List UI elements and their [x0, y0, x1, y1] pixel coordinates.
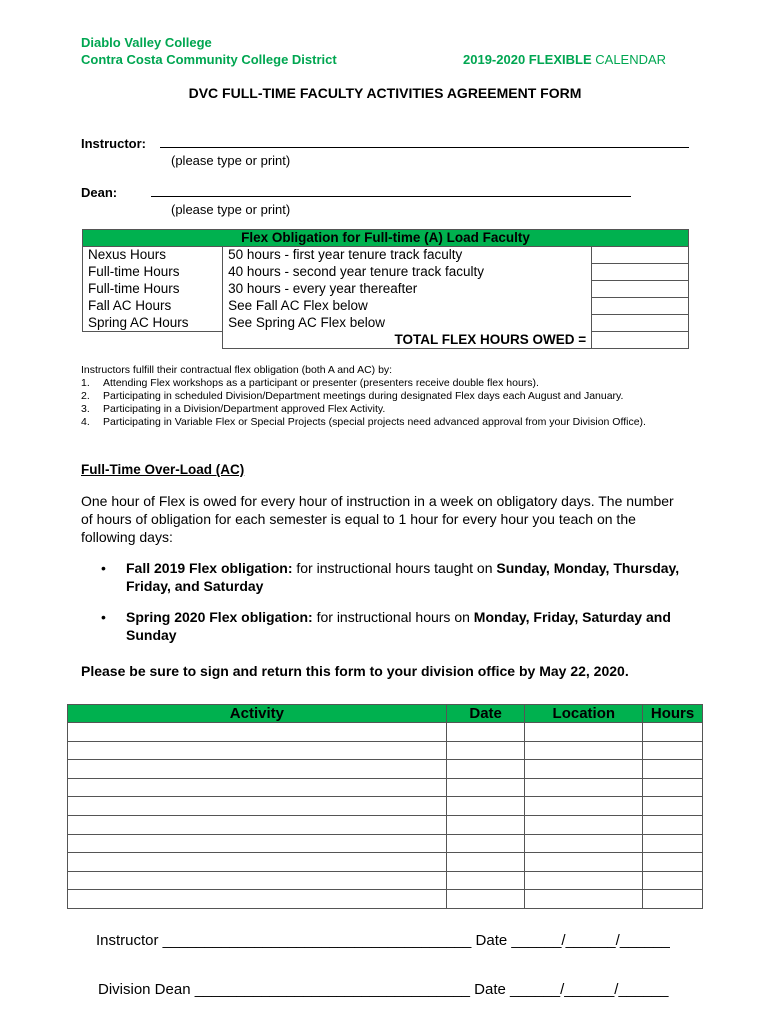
hours-cell[interactable] — [643, 834, 703, 853]
activity-header: Activity — [68, 705, 447, 723]
hours-desc: See Spring AC Flex below — [223, 315, 592, 332]
list-item — [81, 377, 681, 390]
date-cell[interactable] — [446, 853, 525, 872]
hours-cell[interactable] — [643, 723, 703, 742]
table-row — [68, 778, 703, 797]
college-name: Diablo Valley College — [81, 35, 212, 50]
activity-cell[interactable] — [68, 815, 447, 834]
activity-cell[interactable] — [68, 834, 447, 853]
activity-cell[interactable] — [68, 890, 447, 909]
location-cell[interactable] — [525, 797, 643, 816]
dean-signature-line[interactable]: Division Dean _________________________________ Date ______/______/______ — [98, 981, 669, 998]
hours-type: Fall AC Hours — [83, 298, 223, 315]
activity-cell[interactable] — [68, 871, 447, 890]
table-row — [68, 853, 703, 872]
activity-table — [67, 704, 703, 909]
table-row — [68, 871, 703, 890]
table-row — [83, 315, 689, 332]
hours-header: Hours — [643, 705, 703, 723]
list-text: Participating in Variable Flex or Special Projects (special projects need advanced approval from your Division Office). — [103, 416, 646, 428]
fall-label: Fall 2019 Flex obligation: — [126, 560, 293, 576]
date-cell[interactable] — [446, 778, 525, 797]
list-number: 2. — [81, 390, 90, 402]
hours-cell[interactable] — [643, 797, 703, 816]
list-number: 3. — [81, 403, 90, 415]
calendar-flexible: FLEXIBLE — [528, 52, 592, 67]
hours-desc: See Fall AC Flex below — [223, 298, 592, 315]
activity-cell[interactable] — [68, 853, 447, 872]
table-row — [68, 797, 703, 816]
table-row — [68, 890, 703, 909]
total-row — [83, 332, 689, 349]
total-spacer — [83, 332, 223, 349]
instructor-label: Instructor: — [81, 136, 146, 151]
calendar-year: 2019-2020 — [463, 52, 526, 67]
flex-obligation-table — [82, 229, 689, 349]
date-cell[interactable] — [446, 797, 525, 816]
date-cell[interactable] — [446, 890, 525, 909]
dean-print-hint: (please type or print) — [171, 202, 291, 217]
date-cell[interactable] — [446, 871, 525, 890]
location-cell[interactable] — [525, 778, 643, 797]
date-cell[interactable] — [446, 834, 525, 853]
list-text: Attending Flex workshops as a participant or presenter (presenters receive double flex hours). — [103, 377, 539, 389]
instructor-signature-line[interactable]: Instructor _____________________________________ Date ______/______/______ — [96, 932, 670, 949]
flex-table-heading: Flex Obligation for Full-time (A) Load Faculty — [83, 230, 689, 247]
location-cell[interactable] — [525, 723, 643, 742]
hours-desc: 50 hours - first year tenure track faculty — [223, 247, 592, 264]
activity-cell[interactable] — [68, 741, 447, 760]
hours-type: Nexus Hours — [83, 247, 223, 264]
fall-bullet — [101, 559, 691, 595]
location-cell[interactable] — [525, 871, 643, 890]
hours-desc: 40 hours - second year tenure track faculty — [223, 264, 592, 281]
activity-cell[interactable] — [68, 760, 447, 779]
date-cell[interactable] — [446, 741, 525, 760]
table-row — [68, 815, 703, 834]
spring-text: for instructional hours on — [316, 609, 470, 625]
activity-cell[interactable] — [68, 778, 447, 797]
dean-name-field[interactable] — [151, 196, 631, 197]
spring-label: Spring 2020 Flex obligation: — [126, 609, 313, 625]
hours-cell[interactable] — [643, 890, 703, 909]
list-item — [81, 403, 681, 416]
total-label: TOTAL FLEX HOURS OWED = — [223, 332, 592, 349]
hours-cell[interactable] — [643, 760, 703, 779]
table-row — [68, 741, 703, 760]
hours-type: Full-time Hours — [83, 264, 223, 281]
date-cell[interactable] — [446, 815, 525, 834]
fall-text: for instructional hours taught on — [296, 560, 493, 576]
list-text: Participating in a Division/Department approved Flex Activity. — [103, 403, 386, 415]
district-name: Contra Costa Community College District — [81, 52, 337, 67]
hours-input[interactable] — [592, 315, 689, 332]
table-row — [83, 247, 689, 264]
list-item — [81, 390, 681, 403]
table-row — [83, 281, 689, 298]
location-header: Location — [525, 705, 643, 723]
list-number: 1. — [81, 377, 90, 389]
spring-bullet — [101, 608, 691, 644]
table-row — [68, 834, 703, 853]
total-hours-input[interactable] — [592, 332, 689, 349]
table-row — [83, 298, 689, 315]
spring-days: Monday, Friday, Saturday and Sunday — [126, 609, 671, 643]
location-cell[interactable] — [525, 815, 643, 834]
hours-desc: 30 hours - every year thereafter — [223, 281, 592, 298]
list-text: Participating in scheduled Division/Department meetings during designated Flex days each August and January. — [103, 390, 624, 402]
instructor-name-field[interactable] — [160, 147, 689, 148]
location-cell[interactable] — [525, 853, 643, 872]
location-cell[interactable] — [525, 834, 643, 853]
hours-input[interactable] — [592, 247, 689, 264]
hours-type: Spring AC Hours — [83, 315, 223, 332]
hours-cell[interactable] — [643, 741, 703, 760]
fall-days: Sunday, Monday, Thursday, Friday, and Saturday — [126, 560, 680, 594]
hours-input[interactable] — [592, 281, 689, 298]
hours-input[interactable] — [592, 264, 689, 281]
list-item — [81, 416, 681, 429]
activity-cell[interactable] — [68, 797, 447, 816]
return-notice: Please be sure to sign and return this form to your division office by May 22, 2020. — [81, 663, 629, 679]
bullet-icon: • — [101, 609, 106, 625]
calendar-word: CALENDAR — [595, 52, 667, 67]
hours-cell[interactable] — [643, 871, 703, 890]
obligation-intro: Instructors fulfill their contractual flex obligation (both A and AC) by: — [81, 364, 393, 376]
obligation-list — [81, 377, 681, 429]
table-row — [68, 723, 703, 742]
location-cell[interactable] — [525, 890, 643, 909]
hours-cell[interactable] — [643, 815, 703, 834]
date-cell[interactable] — [446, 760, 525, 779]
bullet-icon: • — [101, 560, 106, 576]
date-header: Date — [446, 705, 525, 723]
table-row — [83, 264, 689, 281]
instructor-print-hint: (please type or print) — [171, 153, 291, 168]
date-cell[interactable] — [446, 723, 525, 742]
activity-cell[interactable] — [68, 723, 447, 742]
list-number: 4. — [81, 416, 90, 428]
table-row — [68, 760, 703, 779]
dean-label: Dean: — [81, 185, 118, 200]
hours-cell[interactable] — [643, 853, 703, 872]
hours-cell[interactable] — [643, 778, 703, 797]
location-cell[interactable] — [525, 741, 643, 760]
form-title: DVC FULL-TIME FACULTY ACTIVITIES AGREEMENT FORM — [188, 85, 582, 101]
location-cell[interactable] — [525, 760, 643, 779]
overload-paragraph: One hour of Flex is owed for every hour of instruction in a week on obligatory days. The number of hours of obligation for each semester is equal to 1 hour for every hour you teach on the following days: — [81, 493, 674, 545]
hours-type: Full-time Hours — [83, 281, 223, 298]
hours-input[interactable] — [592, 298, 689, 315]
overload-heading: Full-Time Over-Load (AC) — [81, 462, 245, 477]
calendar-heading — [463, 52, 666, 67]
